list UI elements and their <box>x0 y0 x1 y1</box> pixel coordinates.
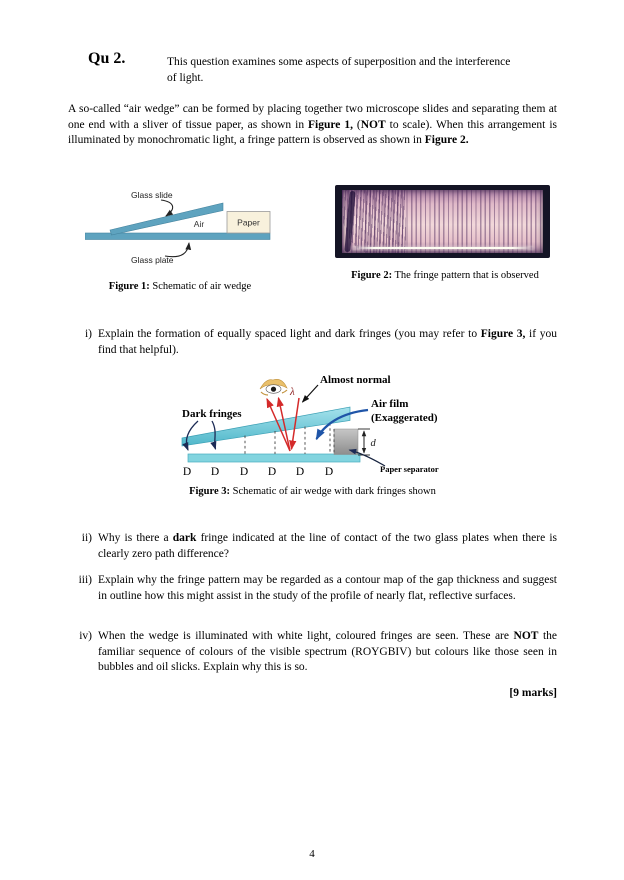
item-text-segment: When the wedge is illuminated with white light, coloured fringes are seen. These are <box>98 630 514 642</box>
item-text-segment: the familiar sequence of colours of the visible spectrum (ROYGBIV) but colours like those seen in bubbles and oil slicks. Explain why this is so. <box>98 630 557 674</box>
paper-separator-label: Paper separator <box>380 464 439 474</box>
item-marker: iii) <box>78 574 92 586</box>
glass-slide-pointer-arrow-icon <box>161 200 173 216</box>
figure2-caption-label: Figure 2: <box>351 270 393 281</box>
D-marker: D <box>210 466 220 478</box>
figure2-fringe-photo <box>335 185 550 258</box>
item-marker: i) <box>84 328 92 340</box>
figure3-caption-label: Figure 3: <box>189 486 231 497</box>
air-film-label: Air film <box>371 398 409 410</box>
item-text <box>98 573 557 604</box>
dark-fringe-D-markers <box>183 466 333 478</box>
marks-label: [9 marks] <box>509 687 557 699</box>
figure2-reference: Figure 2. <box>424 134 469 147</box>
item-text-segment: fringe indicated at the line of contact of the two glass plates when there is clearly zero path difference? <box>98 532 557 560</box>
item-text-segment: Explain why the fringe pattern may be regarded as a contour map of the gap thickness and suggest in outline how this might assist in the study of the profile of nearly flat, reflective surfaces. <box>98 574 557 602</box>
question-number: Qu 2. <box>88 50 126 67</box>
D-marker: D <box>324 466 334 478</box>
almost-normal-pointer-arrow-icon <box>303 385 319 402</box>
not-emphasis: NOT <box>360 118 386 131</box>
not-emphasis: NOT <box>513 630 539 642</box>
d-dimension-label: d <box>370 438 376 449</box>
item-text <box>98 629 557 676</box>
item-text <box>98 531 557 562</box>
glass-slide-shape <box>110 203 223 235</box>
dark-emphasis: dark <box>172 532 197 544</box>
question-intro-line1: This question examines some aspects of superposition and the interference <box>167 56 511 68</box>
eye-icon <box>260 379 287 395</box>
photo-reflection-streak <box>352 247 534 250</box>
paragraph-text: A so-called “air wedge” can be formed by placing together two microscope slides and separating them at one end with a sliver of tissue paper, as shown in <box>68 103 557 131</box>
paper-separator-box <box>334 429 358 455</box>
almost-normal-label: Almost normal <box>320 374 391 386</box>
item-text <box>98 327 557 358</box>
paragraph-text: ( <box>352 118 361 131</box>
paper-label: Paper <box>237 217 260 228</box>
D-marker: D <box>182 466 192 478</box>
figure1-caption-text: Schematic of air wedge <box>149 281 252 292</box>
glass-plate-label: Glass plate <box>131 255 174 265</box>
figure1-caption <box>80 281 280 292</box>
fringe-pattern-image <box>342 190 543 253</box>
dark-fringes-label: Dark fringes <box>182 408 242 420</box>
question-item-ii <box>68 531 557 562</box>
D-marker: D <box>239 466 249 478</box>
figure3-schematic <box>152 362 492 489</box>
question-intro <box>167 55 559 86</box>
item-marker: ii) <box>81 532 92 544</box>
question-item-iii <box>68 573 557 604</box>
question-intro-line2: of light. <box>167 71 204 84</box>
paragraph-text: to scale). When this arrangement is illuminated by monochromatic light, a fringe pattern is observed as shown in <box>68 118 557 147</box>
air-label: Air <box>193 219 205 229</box>
item-text-segment: Explain the formation of equally spaced light and dark fringes (you may refer to <box>98 328 481 340</box>
item-marker: iv) <box>79 630 92 642</box>
page-number: 4 <box>309 848 315 860</box>
question-item-i <box>68 327 557 358</box>
figure3-caption <box>68 486 557 497</box>
glass-slide-label: Glass slide <box>131 190 173 200</box>
item-text-segment: Why is there a <box>98 532 173 544</box>
item-text-segment: if you find that helpful). <box>98 328 557 356</box>
figure3-caption-text: Schematic of air wedge with dark fringes shown <box>230 486 436 497</box>
question-item-iv <box>68 629 557 676</box>
figure2-caption-text: The fringe pattern that is observed <box>392 270 539 281</box>
air-film-label-2: (Exaggerated) <box>371 412 438 424</box>
lambda-label: λ <box>290 386 295 398</box>
bottom-plate-shape <box>188 454 360 462</box>
figure2-caption <box>338 270 552 281</box>
intro-paragraph <box>68 102 557 149</box>
D-marker: D <box>267 466 277 478</box>
D-marker: D <box>295 466 305 478</box>
figure1-schematic <box>85 186 275 283</box>
figure1-caption-label: Figure 1: <box>108 281 150 292</box>
figure1-reference: Figure 1, <box>308 118 353 131</box>
figure3-reference: Figure 3, <box>480 328 526 340</box>
